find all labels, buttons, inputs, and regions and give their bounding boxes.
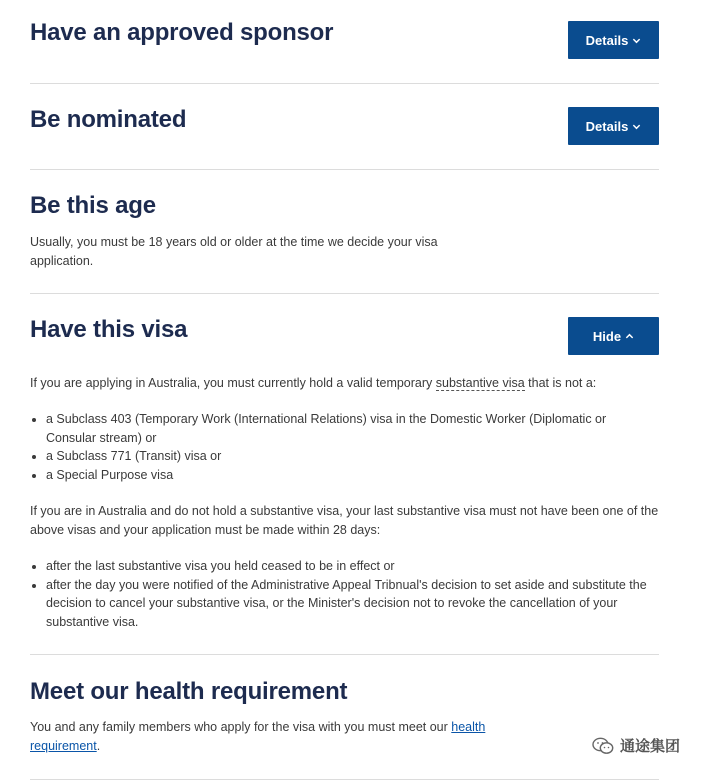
watermark — [592, 735, 680, 756]
details-button-sponsor[interactable] — [568, 21, 659, 59]
section-title: Be this age — [30, 192, 156, 219]
section-title: Have this visa — [30, 316, 188, 343]
eligibility-list — [30, 0, 659, 780]
chevron-down-icon — [632, 36, 641, 45]
chevron-up-icon — [625, 332, 634, 341]
section-title: Be nominated — [30, 106, 187, 133]
list-item: • a Subclass 403 (Temporary Work (International Relations) visa in the Domestic Worker (Diplomatic or Consular stream) or — [46, 410, 646, 447]
health-text-before: You and any family members who apply for the visa with you must meet our — [30, 720, 452, 734]
visa-intro-before: If you are applying in Australia, you must currently hold a valid temporary — [30, 376, 436, 390]
details-button-nominated[interactable] — [568, 107, 659, 145]
health-requirement-link[interactable]: health requirement — [30, 720, 486, 753]
watermark-text: 通途集团 — [619, 738, 680, 755]
button-label: Details — [585, 32, 629, 48]
list-item: • after the day you were notified of the Administrative Appeal Tribnual's decision to set aside and substitute the decision to cancel your substantive visa, or the Minister's decision not to revoke the cancellation of your substantive visa. — [46, 576, 675, 632]
section-be-nominated — [30, 84, 659, 170]
health-description — [30, 718, 500, 755]
section-health — [30, 655, 659, 780]
substantive-visa-term[interactable]: substantive visa — [435, 376, 525, 390]
hide-button-visa[interactable] — [568, 317, 659, 355]
chevron-down-icon — [632, 122, 641, 131]
visa-intro — [30, 374, 659, 393]
timing-list — [30, 557, 675, 631]
list-item: • a Special Purpose visa — [46, 466, 646, 485]
section-title: Have an approved sponsor — [30, 19, 334, 46]
section-have-visa — [30, 294, 659, 655]
wechat-icon — [592, 737, 614, 755]
health-text-after: . — [96, 738, 101, 753]
age-description: Usually, you must be 18 years old or older at the time we decide your visa application. — [30, 235, 438, 268]
visa-intro-after: that is not a: — [524, 376, 597, 390]
section-approved-sponsor — [30, 0, 659, 84]
section-title: Meet our health requirement — [30, 678, 348, 705]
button-label: Details — [585, 118, 629, 134]
excluded-visa-list — [30, 410, 646, 484]
list-item: • after the last substantive visa you held ceased to be in effect or — [46, 557, 675, 576]
button-label: Hide — [592, 328, 622, 344]
section-age — [30, 170, 659, 294]
list-item: • a Subclass 771 (Transit) visa or — [46, 447, 646, 466]
visa-paragraph-2: If you are in Australia and do not hold a substantive visa, your last substantive visa must not have been one of the above visas and your application must be made within 28 days: — [30, 504, 659, 537]
